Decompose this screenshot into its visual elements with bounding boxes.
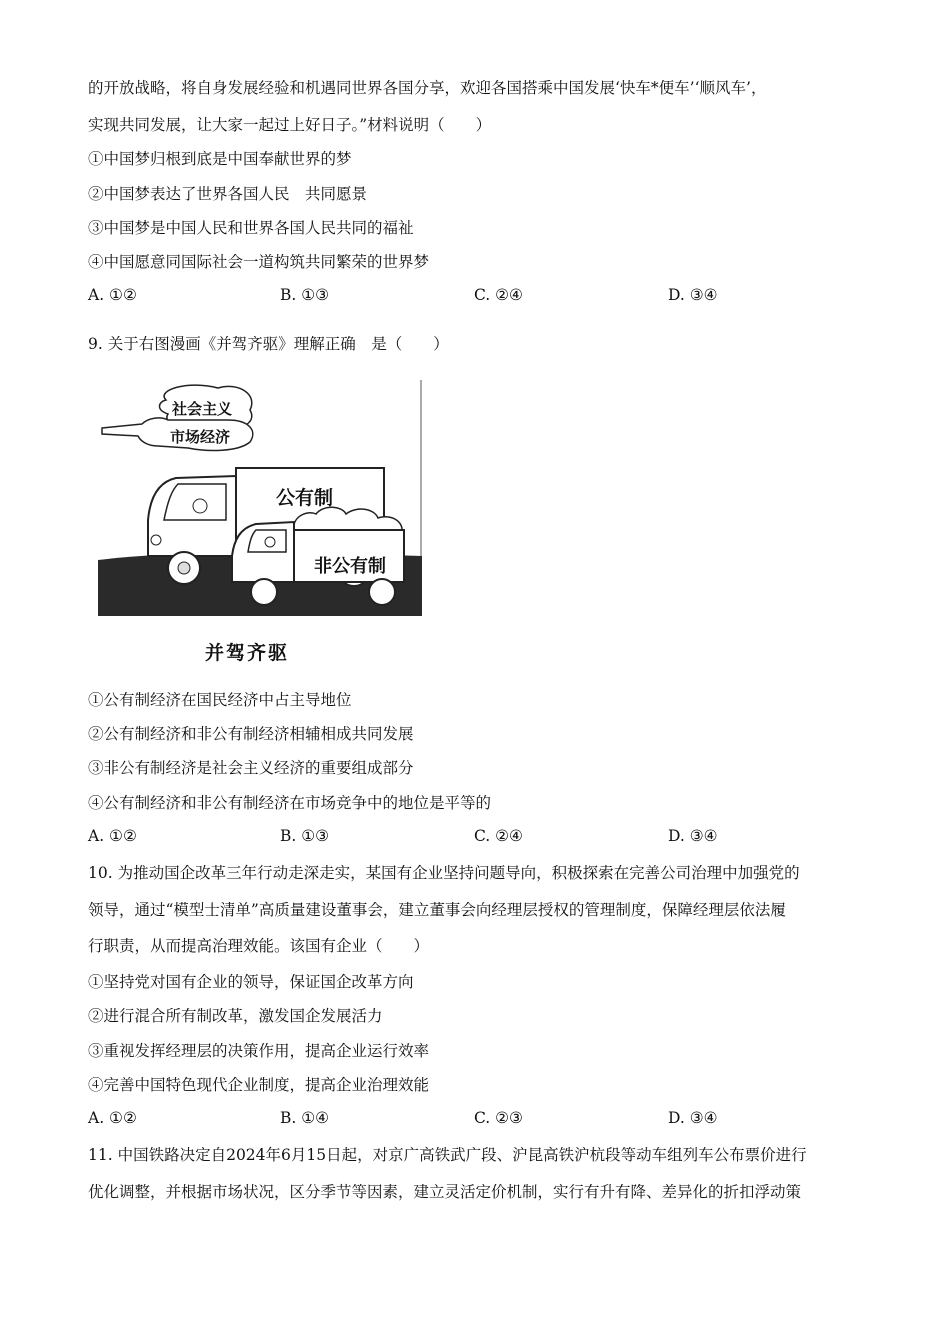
q10-stem-line1: 10. 为推动国企改革三年行动走深走实，某国有企业坚持问题导向，积极探索在完善公司治理中加强党的 (88, 864, 800, 882)
q9-item-4: ④公有制经济和非公有制经济在市场竞争中的地位是平等的 (88, 794, 492, 812)
cartoon-illustration (98, 380, 422, 616)
q8-stem-line2: 实现共同发展，让大家一起过上好日子。”材料说明（ ） (88, 116, 492, 134)
q10-option-d[interactable]: D. ③④ (668, 1109, 718, 1127)
q9-item-3: ③非公有制经济是社会主义经济的重要组成部分 (88, 759, 414, 777)
q8-option-c[interactable]: C. ②④ (474, 286, 523, 304)
q8-item-1: ①中国梦归根到底是中国奉献世界的梦 (88, 150, 352, 168)
q8-option-d[interactable]: D. ③④ (668, 286, 718, 304)
q8-item-4: ④中国愿意同国际社会一道构筑共同繁荣的世界梦 (88, 253, 430, 271)
q9-option-a[interactable]: A. ①② (88, 827, 137, 845)
q9-options (88, 827, 788, 847)
q8-item-2: ②中国梦表达了世界各国人民 共同愿景 (88, 185, 368, 203)
sign-top-label: 社会主义 (172, 400, 233, 418)
q8-item-3: ③中国梦是中国人民和世界各国人民共同的福祉 (88, 219, 414, 237)
q11-stem-line2: 优化调整，并根据市场状况，区分季节等因素，建立灵活定价机制，实行有升有降、差异化的折扣浮动策 (88, 1183, 802, 1201)
q10-item-2: ②进行混合所有制改革，激发国企发展活力 (88, 1007, 383, 1025)
q10-options (88, 1109, 788, 1129)
cartoon-caption: 并驾齐驱 (205, 642, 290, 664)
truck-big-label: 公有制 (276, 487, 334, 509)
truck-small-label: 非公有制 (314, 556, 386, 577)
q9-stem: 9. 关于右图漫画《并驾齐驱》理解正确 是（ ） (88, 335, 449, 353)
q8-options (88, 286, 788, 306)
q9-option-c[interactable]: C. ②④ (474, 827, 523, 845)
q8-stem-line1: 的开放战略，将自身发展经验和机遇同世界各国分享，欢迎各国搭乘中国发展‘快车*便车’‘顺风车’， (88, 79, 767, 97)
sign-bottom-label: 市场经济 (170, 428, 231, 446)
q10-option-a[interactable]: A. ①② (88, 1109, 137, 1127)
q10-stem-line2: 领导，通过“模型士清单”高质量建设董事会，建立董事会向经理层授权的管理制度，保障经理层依法履 (88, 901, 786, 919)
q11-stem-line1: 11. 中国铁路决定自2024年6月15日起，对京广高铁武广段、沪昆高铁沪杭段等动车组列车公布票价进行 (88, 1146, 807, 1164)
q10-item-3: ③重视发挥经理层的决策作用，提高企业运行效率 (88, 1042, 430, 1060)
q9-option-d[interactable]: D. ③④ (668, 827, 718, 845)
q10-stem-line3: 行职责，从而提高治理效能。该国有企业（ ） (88, 937, 430, 955)
q9-item-1: ①公有制经济在国民经济中占主导地位 (88, 691, 352, 709)
q10-option-c[interactable]: C. ②③ (474, 1109, 523, 1127)
q8-option-a[interactable]: A. ①② (88, 286, 137, 304)
q10-item-1: ①坚持党对国有企业的领导，保证国企改革方向 (88, 973, 414, 991)
q9-item-2: ②公有制经济和非公有制经济相辅相成共同发展 (88, 725, 414, 743)
q10-option-b[interactable]: B. ①④ (280, 1109, 330, 1127)
q9-option-b[interactable]: B. ①③ (280, 827, 330, 845)
q8-option-b[interactable]: B. ①③ (280, 286, 330, 304)
q10-item-4: ④完善中国特色现代企业制度，提高企业治理效能 (88, 1076, 430, 1094)
